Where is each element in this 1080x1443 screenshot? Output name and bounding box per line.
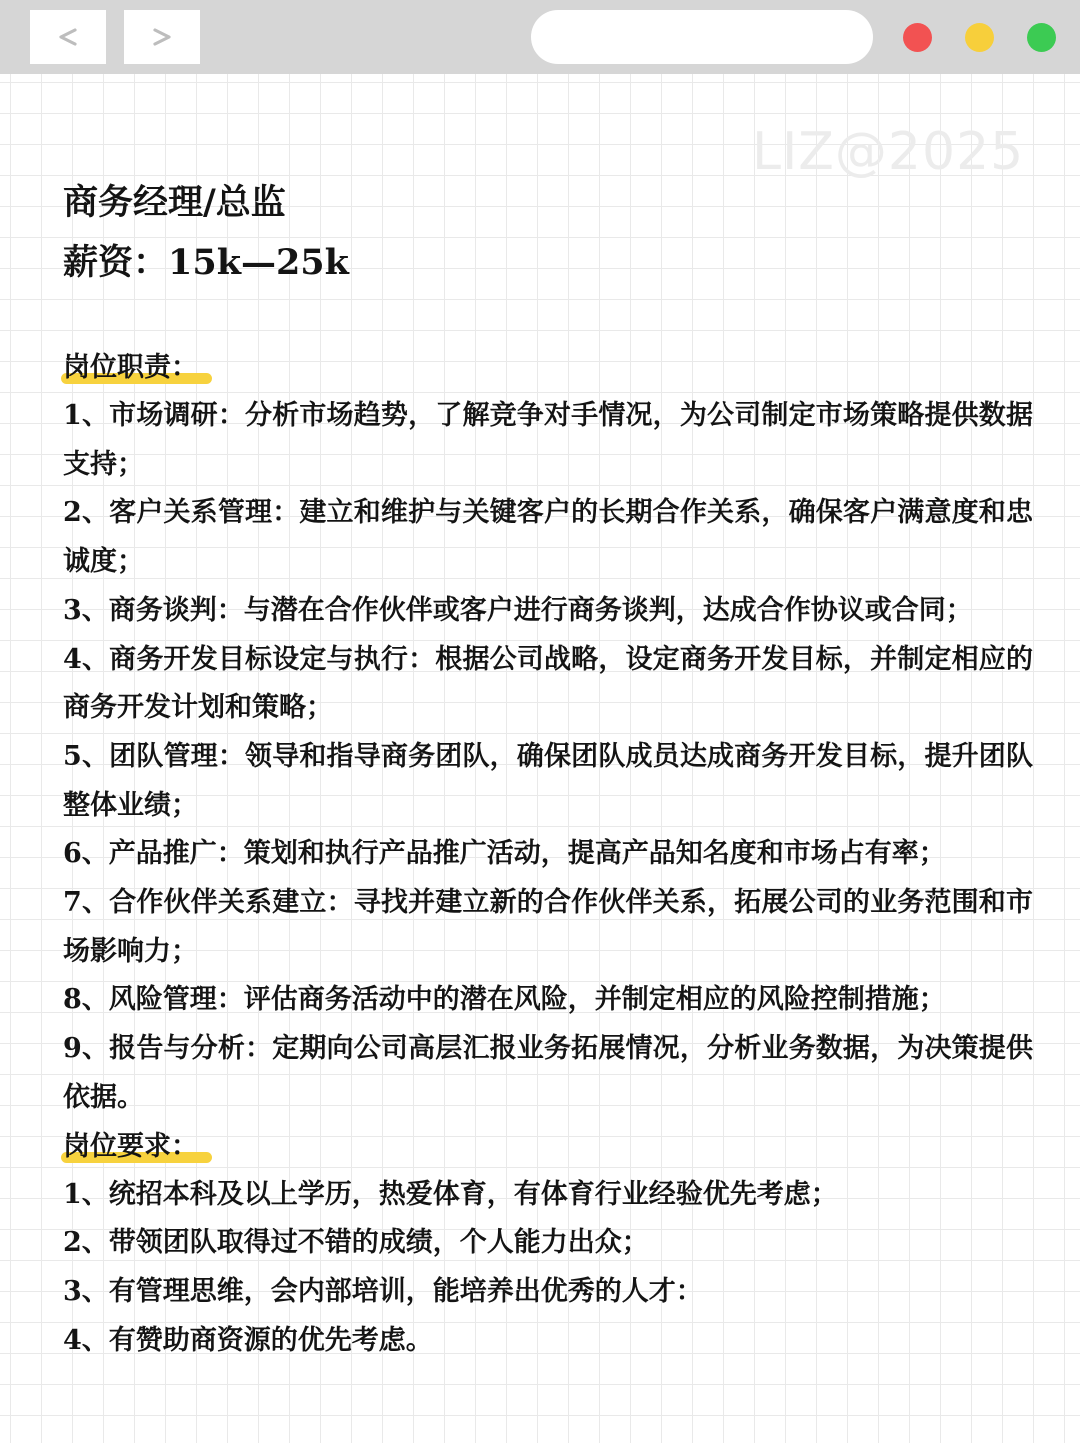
list-item: 2、带领团队取得过不错的成绩，个人能力出众； [63,1227,649,1259]
forward-button[interactable] [124,10,200,64]
chevron-left-icon [53,22,83,52]
list-item: 4、商务开发目标设定与执行：根据公司战略，设定商务开发目标，并制定相应的商务开发计划和策略； [63,643,1033,724]
responsibilities-list [63,392,1033,1123]
back-button[interactable] [30,10,106,64]
job-posting [63,176,1033,1365]
job-title: 商务经理/总监 [63,182,286,223]
list-item: 4、有赞助商资源的优先考虑。 [63,1324,433,1356]
requirements-list [63,1171,1033,1366]
address-bar[interactable] [531,10,873,64]
list-item: 6、产品推广：策划和执行产品推广活动，提高产品知名度和市场占有率； [63,838,946,870]
list-item: 5、团队管理：领导和指导商务团队，确保团队成员达成商务开发目标，提升团队整体业绩； [63,740,1033,821]
list-item: 1、市场调研：分析市场趋势，了解竞争对手情况，为公司制定市场策略提供数据支持； [63,400,1033,480]
list-item: 3、商务谈判：与潜在合作伙伴或客户进行商务谈判，达成合作协议或合同； [63,594,973,626]
list-item: 7、合作伙伴关系建立：寻找并建立新的合作伙伴关系，拓展公司的业务范围和市场影响力； [63,887,1033,967]
list-item: 1、统招本科及以上学历，热爱体育，有体育行业经验优先考虑； [63,1178,838,1210]
requirements-heading: 岗位要求： [63,1123,198,1171]
list-item: 8、风险管理：评估商务活动中的潜在风险，并制定相应的风险控制措施； [63,984,946,1016]
salary-range: 薪资：15k—25k [63,242,349,283]
browser-toolbar [0,0,1080,74]
window-maximize-dot[interactable] [1027,23,1056,52]
list-item: 3、有管理思维，会内部培训，能培养出优秀的人才： [63,1275,703,1307]
list-item: 9、报告与分析：定期向公司高层汇报业务拓展情况，分析业务数据，为决策提供依据。 [63,1033,1033,1113]
window-close-dot[interactable] [903,23,932,52]
chevron-right-icon [147,22,177,52]
watermark: LIZ@2025 [752,122,1025,182]
list-item: 2、客户关系管理：建立和维护与关键客户的长期合作关系，确保客户满意度和忠诚度； [63,497,1033,578]
window-minimize-dot[interactable] [965,23,994,52]
responsibilities-heading: 岗位职责： [63,344,198,392]
